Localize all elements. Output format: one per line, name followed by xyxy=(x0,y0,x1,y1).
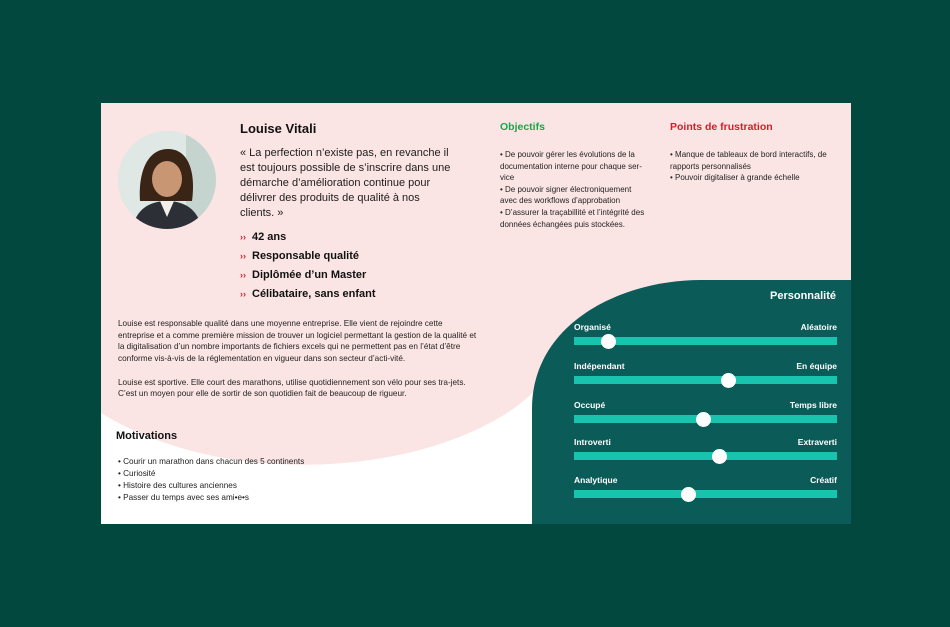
fact-item: ›› Responsable qualité xyxy=(240,249,359,262)
motivations-title: Motivations xyxy=(116,430,178,442)
fact-item: ›› Célibataire, sans enfant xyxy=(240,287,376,300)
avatar xyxy=(118,131,216,229)
objectives-title: Objectifs xyxy=(500,121,545,133)
frustrations-title: Points de frustration xyxy=(670,121,773,133)
slider-track[interactable] xyxy=(574,337,837,345)
persona-bio xyxy=(118,318,478,412)
slider-right-label: Extraverti xyxy=(797,437,837,447)
slider-knob[interactable] xyxy=(696,412,711,427)
persona-name: Louise Vitali xyxy=(240,121,317,136)
motivations-list xyxy=(118,456,304,504)
slider-knob[interactable] xyxy=(721,373,736,388)
frustrations-list xyxy=(670,149,840,184)
list-item: • Manque de tableaux de bord interactifs, de rapports personnalisés xyxy=(670,150,827,171)
persona-quote: « La perfection n’existe pas, en revanche il est toujours possible de s’inscrire dans une démarche d’amélioration continue pour délivrer des produits de qualité à nos clients. » xyxy=(240,147,451,219)
slider-track[interactable] xyxy=(574,452,837,460)
list-item: • D’assurer la traçabillité et l’intégrité des données échangées puis stockées. xyxy=(500,207,645,229)
slider-track[interactable] xyxy=(574,376,837,384)
slider-knob[interactable] xyxy=(712,449,727,464)
slider-occupe-temps-libre[interactable] xyxy=(574,400,837,423)
personality-title: Personnalité xyxy=(770,290,837,302)
bio-paragraph: Louise est responsable qualité dans une moyenne entreprise. Elle vient de rejoindre cette entreprise et a comme première mission de trouver un logiciel permettant la gestion de la qualité et la digitalisation d’un nombre importants de fichiers excels qui ne permettent pas en l’état d’être conforme vis-à-vis de la réglementation en vigueur dans son secteur d’acti-vité. xyxy=(118,319,477,364)
slider-right-label: Temps libre xyxy=(789,400,837,410)
slider-left-label: Introverti xyxy=(574,437,611,447)
slider-organise-aleatoire[interactable] xyxy=(574,322,837,345)
slider-left-label: Occupé xyxy=(574,400,606,410)
slider-independant-equipe[interactable] xyxy=(574,361,837,384)
bio-paragraph: Louise est sportive. Elle court des marathons, utilise quotidiennement son vélo pour ses tra-jets. C’est un moyen pour elle de sortir de son quotidien fait de beaucoup de rigueur. xyxy=(118,377,466,399)
list-item: • Histoire des cultures anciennes xyxy=(118,481,237,490)
slider-track[interactable] xyxy=(574,415,837,423)
slider-track[interactable] xyxy=(574,490,837,498)
chevron-right-icon: ›› xyxy=(240,269,246,280)
slider-left-label: Analytique xyxy=(574,475,618,485)
list-item: • Courir un marathon dans chacun des 5 continents xyxy=(118,457,305,466)
objectives-list xyxy=(500,149,650,230)
slider-right-label: Créatif xyxy=(810,475,837,485)
list-item: • De pouvoir signer électroniquement avec des workflows d’approbation xyxy=(500,184,632,206)
slider-left-label: Indépendant xyxy=(574,361,625,371)
list-item: • Curiosité xyxy=(118,469,156,478)
slider-introverti-extraverti[interactable] xyxy=(574,437,837,460)
chevron-right-icon: ›› xyxy=(240,250,246,261)
slider-right-label: Aléatoire xyxy=(800,322,837,332)
chevron-right-icon: ›› xyxy=(240,231,246,242)
persona-facts xyxy=(240,227,376,303)
persona-card xyxy=(101,103,851,524)
chevron-right-icon: ›› xyxy=(240,288,246,299)
fact-item: ›› Diplômée d’un Master xyxy=(240,268,367,281)
slider-right-label: En équipe xyxy=(796,361,837,371)
fact-item: ›› 42 ans xyxy=(240,230,287,243)
list-item: • Pouvoir digitaliser à grande échelle xyxy=(670,173,800,183)
list-item: • De pouvoir gérer les évolutions de la documentation interne pour chaque ser-vice xyxy=(500,150,642,183)
slider-analytique-creatif[interactable] xyxy=(574,475,837,498)
slider-left-label: Organisé xyxy=(574,322,611,332)
list-item: • Passer du temps avec ses ami•e•s xyxy=(118,493,250,502)
